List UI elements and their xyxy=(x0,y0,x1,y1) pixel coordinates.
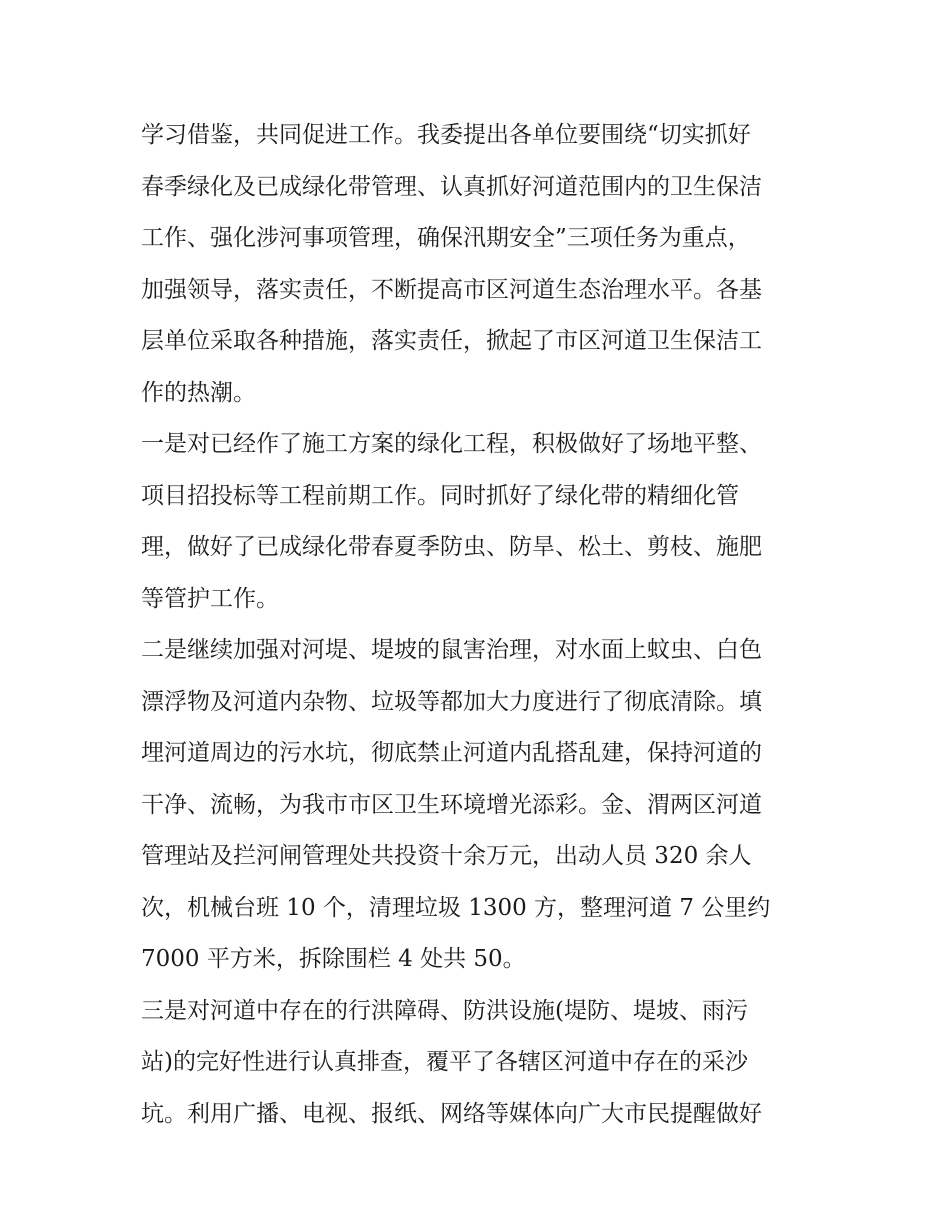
text-line-4: 加强领导，落实责任，不断提高市区河道生态治理水平。各基 xyxy=(141,276,762,303)
text-line-2: 春季绿化及已成绿化带管理、认真抓好河道范围内的卫生保洁 xyxy=(141,173,762,200)
text-line-1: 学习借鉴，共同促进工作。我委提出各单位要围绕“切实抓好 xyxy=(141,122,751,148)
text-line-5: 层单位采取各种措施，落实责任，掀起了市区河道卫生保洁工 xyxy=(141,328,762,354)
text-line-18: 三是对河道中存在的行洪障碍、防洪设施(堤防、堤坡、雨污 xyxy=(141,997,748,1024)
text-line-8: 项目招投标等工程前期工作。同时抓好了绿化带的精细化管 xyxy=(141,482,739,509)
text-line-3: 工作、强化涉河事项管理，确保汛期安全”三项任务为重点， xyxy=(141,225,751,251)
text-line-12: 漂浮物及河道内杂物、垃圾等都加大力度进行了彻底清除。填 xyxy=(141,688,762,715)
text-line-16: 次，机械台班 10 个，清理垃圾 1300 方，整理河道 7 公里约 xyxy=(141,894,771,921)
text-line-7: 一是对已经作了施工方案的绿化工程，积极做好了场地平整、 xyxy=(141,431,762,457)
text-line-17: 7000 平方米，拆除围栏 4 处共 50。 xyxy=(141,946,526,972)
text-line-20: 坑。利用广播、电视、报纸、网络等媒体向广大市民提醒做好 xyxy=(141,1100,762,1127)
text-line-10: 等管护工作。 xyxy=(141,585,279,612)
text-line-19: 站)的完好性进行认真排查，覆平了各辖区河道中存在的采沙 xyxy=(141,1049,748,1075)
text-line-6: 作的热潮。 xyxy=(141,379,256,406)
text-line-14: 干净、流畅，为我市市区卫生环境增光添彩。金、渭两区河道 xyxy=(141,791,762,818)
text-line-11: 二是继续加强对河堤、堤坡的鼠害治理，对水面上蚊虫、白色 xyxy=(141,637,762,663)
text-line-15: 管理站及拦河闸管理处共投资十余万元，出动人员 320 余人 xyxy=(141,843,752,869)
text-line-13: 埋河道周边的污水坑，彻底禁止河道内乱搭乱建，保持河道的 xyxy=(141,740,762,766)
document-page xyxy=(141,110,821,1140)
text-line-9: 理，做好了已成绿化带春夏季防虫、防旱、松土、剪枝、施肥 xyxy=(141,534,762,560)
